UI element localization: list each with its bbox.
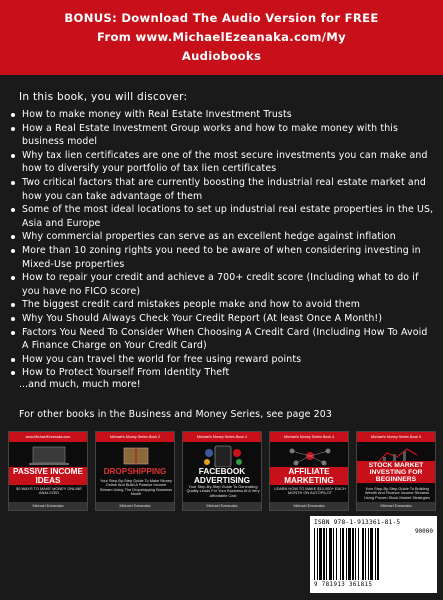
book-title: AFFILIATE MARKETING	[284, 467, 334, 485]
banner-line-2: From www.MichaelEzeanaka.com/My	[97, 30, 346, 44]
barcode-digits: 9 781913 361815	[314, 582, 373, 588]
price-code: 90000	[414, 528, 433, 535]
bullet-icon	[11, 181, 15, 185]
book-title: STOCK MARKET INVESTING FOR BEGINNERS	[368, 462, 424, 483]
book-cover-passive-income	[8, 431, 88, 511]
isbn-text: ISBN 978-1-913361-81-5	[314, 519, 401, 526]
bullet-icon	[11, 113, 15, 117]
list-item: Some of the most ideal locations to set up industrial real estate properties in the US, Asia and Europe	[8, 203, 436, 230]
benefits-list	[8, 108, 436, 380]
network-image	[276, 445, 344, 467]
book-title: PASSIVE INCOME IDEAS	[13, 467, 83, 485]
list-item: How a Real Estate Investment Group works and how to make money with this business model	[8, 122, 436, 149]
book-author: Michael Ezeanaka	[357, 502, 435, 510]
list-item: The biggest credit card mistakes people make and how to avoid them	[8, 298, 436, 312]
bullet-icon	[11, 154, 15, 158]
book-header: Michael's Money Series Book 2	[96, 432, 174, 442]
book-cover-stock-market	[356, 431, 436, 511]
list-item: How you can travel the world for free using reward points	[8, 353, 436, 367]
barcode-icon	[314, 528, 406, 582]
and-more-text: ...and much, much more!	[19, 379, 141, 390]
book-subtitle: LEARN HOW TO MAKE $10,000+ EACH MONTH ON AUTOPILOT	[274, 486, 346, 496]
series-note: For other books in the Business and Money Series, see page 203	[19, 409, 332, 420]
book-author: Michael Ezeanaka	[9, 502, 87, 510]
bullet-icon	[11, 249, 15, 253]
list-item: How to repair your credit and achieve a 700+ credit score (Including what to do if you have no FICO score)	[8, 271, 436, 298]
book-header: Michael's Money Series Book 4	[270, 432, 348, 442]
bullet-icon	[11, 303, 15, 307]
book-covers-row	[8, 431, 436, 511]
list-item: More than 10 zoning rights you need to be aware of when considering investing in Mixed-Use properties	[8, 244, 436, 271]
phone-icons-image	[189, 445, 257, 467]
book-cover-facebook	[182, 431, 262, 511]
banner-line-3: Audiobooks	[181, 49, 262, 63]
bonus-banner	[0, 0, 443, 75]
book-title: FACEBOOK ADVERTISING	[194, 467, 250, 485]
bullet-icon	[11, 317, 15, 321]
laptop-image	[15, 445, 83, 467]
book-subtitle: 50 WAYS TO MAKE MONEY ONLINE ANALYZED	[16, 486, 82, 496]
book-author: Michael Ezeanaka	[96, 502, 174, 510]
book-title: DROPSHIPPING	[103, 467, 167, 476]
book-subtitle: Your Step-By-Step Guide To Building Wealth And Finance Income Streams Using Proven Stock Market Strategies	[364, 486, 430, 500]
bullet-icon	[11, 371, 15, 375]
book-header: Michael's Money Series Book 5	[357, 432, 435, 442]
intro-text: In this book, you will discover:	[19, 91, 188, 103]
book-subtitle: Your Step-By-Step Guide To Make Money Online And Build A Passive Income Stream Using The Dropshipping Business Model	[99, 478, 173, 497]
bullet-icon	[11, 358, 15, 362]
book-header: Michael's Money Series Book 3	[183, 432, 261, 442]
list-item: Two critical factors that are currently boosting the industrial real estate market and how you can take advantage of them	[8, 176, 436, 203]
bullet-icon	[11, 208, 15, 212]
book-cover-affiliate	[269, 431, 349, 511]
list-item: Why You Should Always Check Your Credit Report (At least Once A Month!)	[8, 312, 436, 326]
parcel-image	[102, 445, 170, 467]
list-item: Factors You Need To Consider When Choosing A Credit Card (Including How To Avoid A Finance Charge on Your Credit Card)	[8, 326, 436, 353]
book-subtitle: Your Step-By-Step Guide To Generating Quality Leads For Your Business At A Very Affordable Cost	[186, 484, 260, 498]
book-header: www.MichaelEzeanaka.com	[9, 432, 87, 442]
list-item: Why commercial properties can serve as an excellent hedge against inflation	[8, 230, 436, 244]
list-item: How to make money with Real Estate Investment Trusts	[8, 108, 436, 122]
banner-line-1: BONUS: Download The Audio Version for FREE	[64, 11, 379, 25]
list-item: Why tax lien certificates are one of the most secure investments you can make and how to diversify your portfolio of tax lien certificates	[8, 149, 436, 176]
bullet-icon	[11, 235, 15, 239]
bullet-icon	[11, 276, 15, 280]
bullet-icon	[11, 331, 15, 335]
bullet-icon	[11, 127, 15, 131]
isbn-barcode	[310, 516, 437, 593]
book-author: Michael Ezeanaka	[270, 502, 348, 510]
list-item: How to Protect Yourself From Identity Theft	[8, 366, 436, 380]
book-author: Michael Ezeanaka	[183, 502, 261, 510]
book-cover-dropshipping	[95, 431, 175, 511]
